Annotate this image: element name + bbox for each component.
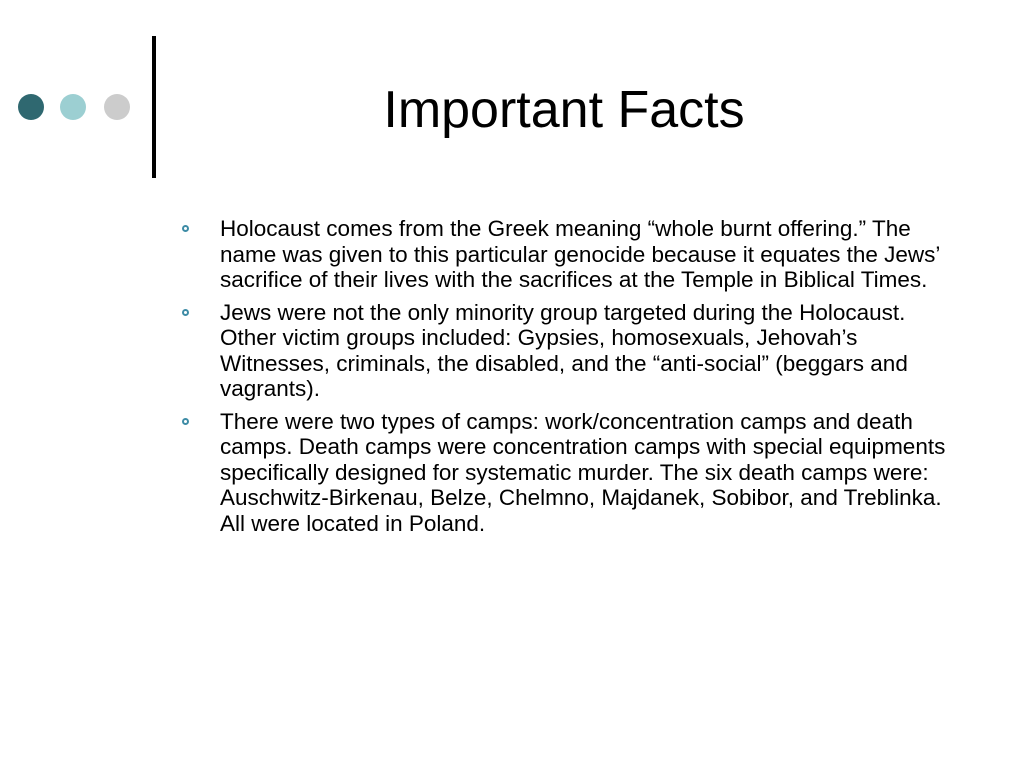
bullet-circle-icon xyxy=(182,225,189,232)
decorative-dot-dark xyxy=(18,94,44,120)
bullet-circle-icon xyxy=(182,418,189,425)
decorative-dot-gray xyxy=(104,94,130,120)
bullet-item xyxy=(180,409,960,537)
bullet-item xyxy=(180,216,960,293)
bullet-circle-icon xyxy=(182,309,189,316)
bullet-list xyxy=(180,216,960,543)
bullet-text: Jews were not the only minority group targeted during the Holocaust. Other victim groups included: Gypsies, homosexuals, Jehovah’s Witnesses, criminals, the disabled, and the “anti-social” (beggars and vagrants). xyxy=(220,299,908,401)
slide-title: Important Facts xyxy=(383,81,745,139)
title-divider-line xyxy=(152,36,156,178)
decorative-dot-teal xyxy=(60,94,86,120)
bullet-text: There were two types of camps: work/concentration camps and death camps. Death camps were concentration camps with special equipments specifically designed for systematic murder. The six death camps were: Auschwitz-Birkenau, Belze, Chelmno, Majdanek, Sobibor, and Treblinka. All were located in Poland. xyxy=(220,408,946,536)
bullet-text: Holocaust comes from the Greek meaning “whole burnt offering.” The name was given to this particular genocide because it equates the Jews’ sacrifice of their lives with the sacrifices at the Temple in Biblical Times. xyxy=(220,216,940,292)
bullet-item xyxy=(180,300,960,402)
